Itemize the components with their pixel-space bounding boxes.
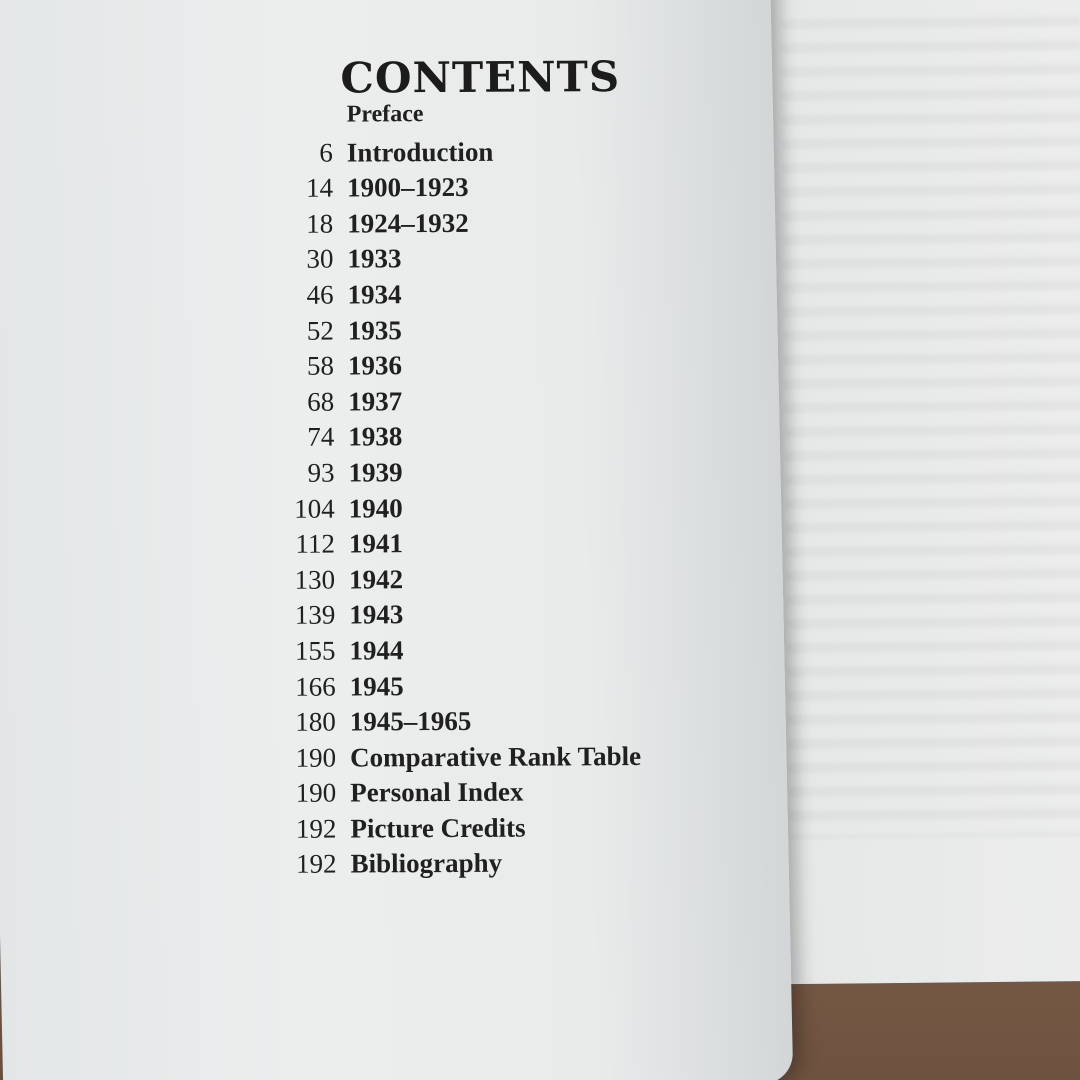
contents-entry [273,562,743,600]
contents-entry [272,420,742,458]
entry-title: Personal Index [350,776,524,808]
contents-entry [272,384,742,422]
contents-entry [272,349,742,387]
contents-entry [274,669,744,707]
contents-entry [274,740,744,778]
entry-title: 1944 [349,635,404,666]
contents-entry [272,277,742,315]
contents-entry [271,206,741,244]
entry-page-number: 46 [306,279,334,310]
entry-page-number: 166 [295,671,336,702]
contents-entry [273,491,743,529]
entry-title: Comparative Rank Table [349,740,642,773]
entry-page-number: 52 [306,315,334,346]
contents-entry [274,811,744,849]
contents-entry [275,847,745,885]
entry-title: 1940 [348,492,403,524]
entry-title: 1945–1965 [349,705,472,737]
entry-page-number: 104 [294,493,335,524]
contents-entry [274,705,744,743]
entry-title: 1900–1923 [346,172,469,203]
entry-page-number: 6 [319,137,333,168]
contents-entry [272,455,742,493]
entry-title: Preface [346,101,424,128]
entry-title: 1938 [348,421,403,452]
entry-page-number: 30 [306,243,334,275]
entry-page-number: 18 [306,208,334,239]
entry-title: 1933 [347,243,402,274]
entry-page-number: 112 [295,528,335,559]
entry-page-number: 180 [295,706,336,737]
contents-heading: CONTENTS [340,52,621,103]
entry-title: 1939 [348,457,403,488]
entry-page-number: 74 [307,421,335,453]
contents-entry [273,633,743,671]
right-page-faint-text [780,16,1080,839]
entry-title: 1945 [349,670,404,702]
entry-page-number: 155 [294,635,336,666]
entry-page-number: 192 [296,849,337,880]
entry-page-number: 68 [307,386,335,417]
entry-page-number: 190 [295,742,337,773]
entry-page-number: 139 [294,599,336,631]
entry-title: 1942 [349,563,404,595]
entry-page-number: 192 [295,813,337,844]
contents-entry [271,171,741,209]
contents-entry [271,242,741,280]
contents-entry [274,776,744,814]
entry-page-number: 14 [305,172,334,203]
entry-title: 1924–1932 [347,207,469,239]
entry-title: 1943 [349,599,404,630]
entry-title: 1936 [347,350,403,381]
entry-title: Introduction [346,136,494,168]
entry-title: 1934 [347,279,402,310]
entry-title: 1941 [348,528,403,559]
contents-entry [273,598,743,636]
entry-title: Bibliography [350,848,503,879]
entry-page-number: 93 [307,457,335,488]
contents-entry [271,99,741,137]
entry-page-number: 190 [295,777,337,809]
contents-entry [273,527,743,565]
contents-entry [272,313,742,351]
entry-title: Picture Credits [350,812,526,844]
entry-title: 1935 [347,314,402,346]
entry-page-number: 58 [306,350,335,381]
entry-title: 1937 [348,385,403,417]
entry-page-number: 130 [294,564,336,595]
contents-entry [271,135,741,173]
contents-list [271,99,745,885]
